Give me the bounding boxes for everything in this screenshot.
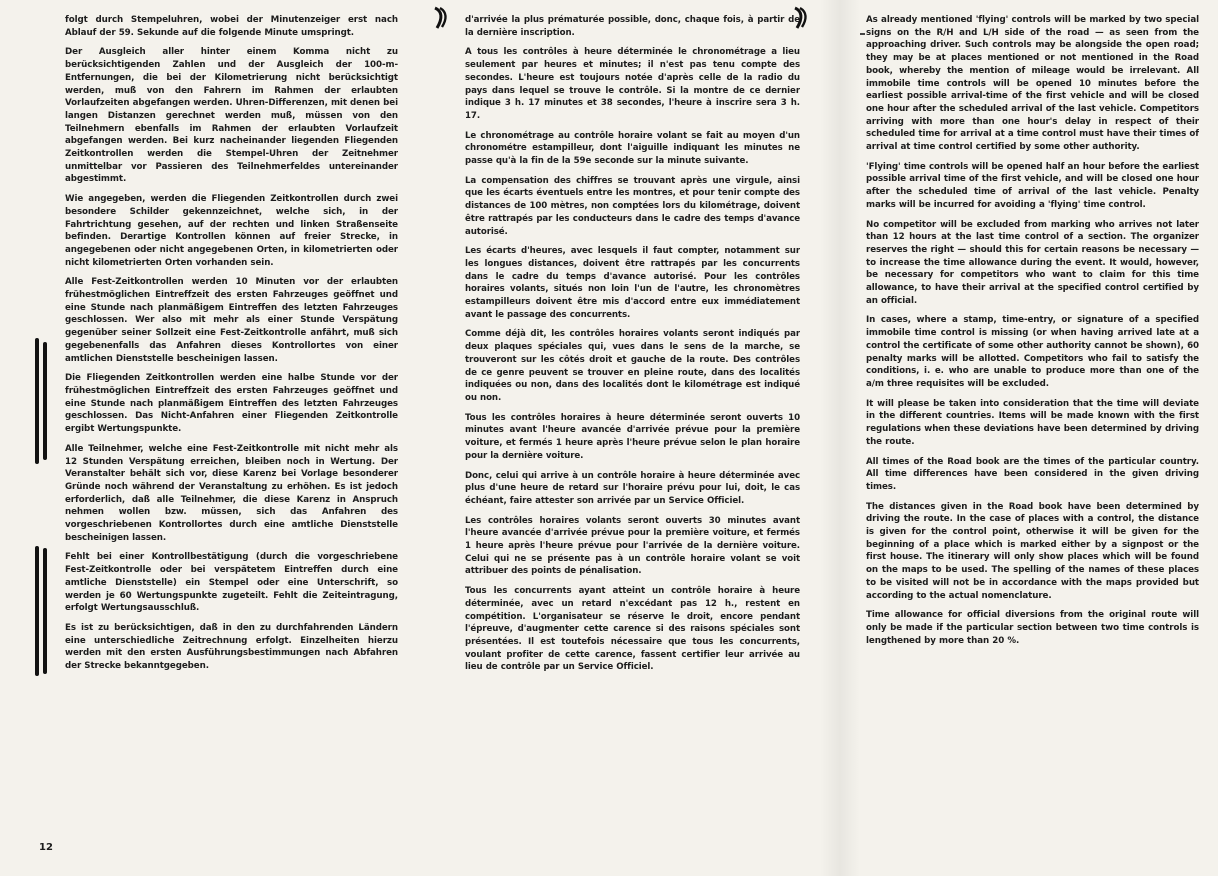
margin-marker-bar [35, 546, 39, 676]
german-paragraph: Wie angegeben, werden die Fliegenden Zeitkontrollen durch zwei besondere Schilder gekennzeichnet, welche sich, in der Fahrtrichtung gesehen, auf der rechten und linken Straßenseite befinden. Derartige Kontrollen können auf freier Strecke, in angegebenen oder nicht angegebenen Orten, in kilometrierten oder nicht kilometrierten Orten vorhanden sein. [65, 194, 398, 268]
english-paragraph: The distances given in the Road book have been determined by driving the route. In the case of places with a control, the distance is given for the control point, otherwise it will be given for the beginning of a place which is marked either by a signpost or the first house. The itinerary will only show places which will be found on the maps to be used. The spelling of the names of these places to be visited will not be in accordance with the maps provided but according to the actual nomenclature. [866, 501, 1199, 601]
german-paragraph: folgt durch Stempeluhren, wobei der Minutenzeiger erst nach Ablauf der 59. Sekunde auf die folgende Minute umspringt. [65, 15, 398, 38]
german-text-column [65, 14, 398, 848]
french-paragraph: La compensation des chiffres se trouvant après une virgule, ainsi que les écarts éventuels entre les montres, et pour tenir compte des distances de 100 mètres, non comptées lors du kilométrage, doivent être rattrapés par les conducteurs dans le cadre des temps d'avance autorisé. [465, 175, 800, 237]
german-paragraph: Die Fliegenden Zeitkontrollen werden eine halbe Stunde vor der frühestmöglichen Eintreffzeit des ersten Fahrzeuges geöffnet und eine Stunde nach planmäßigem Eintreffen des letzten Fahrzeuges geschlossen. Das Nicht-Anfahren einer Fliegenden Zeitkontrolle ergibt Wertungspunkte. [65, 373, 398, 435]
german-paragraph: Alle Fest-Zeitkontrollen werden 10 Minuten vor der erlaubten frühestmöglichen Eintreffzeit des ersten Fahrzeuges geöffnet und eine Stunde nach planmäßigem Eintreffen des letzten Fahrzeuges geschlossen. Wer also mit mehr als einer Stunde Verspätung gegenüber seiner Sollzeit eine Fest-Zeitkontrolle anfährt, muß sich gegebenenfalls das Anfahren dieses Kontrollortes von einer amtlichen Dienststelle bescheinigen lassen. [65, 277, 398, 364]
english-paragraph: No competitor will be excluded from marking who arrives not later than 12 hours at the last time control of a section. The organizer reserves the right — should this for certain reasons be necessary — to increase the time allowance during the event. It would, however, be necessary for competitors who want to claim for this time allowance, to have their arrival at the specified control certified by an official. [866, 219, 1199, 306]
german-paragraph: Alle Teilnehmer, welche eine Fest-Zeitkontrolle mit nicht mehr als 12 Stunden Verspätung erreichen, bleiben noch in Wertung. Der Veranstalter behält sich vor, diese Karenz bei Vorlage besonderer Gründe noch während der Veranstaltung zu erhöhen. Es ist jedoch erforderlich, daß alle Teilnehmer, die diese Karenz in Anspruch nehmen wollen bzw. müssen, sich das Anfahren des vorgeschriebenen Kontrollortes durch eine amtliche Dienststelle bescheinigen lassen. [65, 443, 398, 543]
binding-staple-icon [432, 6, 448, 30]
margin-marker-bar [43, 548, 47, 674]
margin-marker-bar [35, 338, 39, 464]
french-paragraph: Tous les concurrents ayant atteint un contrôle horaire à heure déterminée, avec un retard n'excédant pas 12 h., restent en compétition. L'organisateur se réserve le droit, encore pendant l'épreuve, d'augmenter cette carence si des raisons spéciales sont présentées. Il est toutefois nécessaire que tous les concurrents, voulant profiter de cette carence, fassent certifier leur arrivée au lieu de contrôle par un Service Officiel. [465, 586, 800, 673]
french-paragraph: Les contrôles horaires volants seront ouverts 30 minutes avant l'heure avancée d'arrivée prévue pour la première voiture, et fermés 1 heure après l'heure prévue pour l'arrivée de la dernière voiture. Celui qui ne se présente pas à un contrôle horaire volant se voit attribuer des points de pénalisation. [465, 515, 800, 577]
french-paragraph: Les écarts d'heures, avec lesquels il faut compter, notamment sur les longues distances, doivent être rattrapés par les concurrents dans le cadre du temps d'avance autorisé. Pour les contrôles horaires volants, situés non loin l'un de l'autre, les chronomètres estampilleurs doivent être mis d'accord entre eux immédiatement avant le passage des concurrents. [465, 246, 800, 320]
english-paragraph: As already mentioned 'flying' controls will be marked by two special signs on the R/H and L/H side of the road — as seen from the approaching driver. Such controls may be alongside the open road; they may be at places mentioned or not mentioned in the Road book, whereby the mention of mileage would be irrelevant. All immobile time controls will be opened 10 minutes before the earliest possible arrival-time of the first vehicle and will be closed one hour after the scheduled arrival of the last vehicle. Competitors arriving with more than one hour's delay in respect of their scheduled time for arrival at a time control must have their times of arrival at time control certified by some other authority. [866, 15, 1199, 153]
english-paragraph: 'Flying' time controls will be opened half an hour before the earliest possible arrival time of the first vehicle, and will be closed one hour after the scheduled time of arrival of the last vehicle. Penalty marks will be incurred for avoiding a 'flying' time control. [866, 161, 1199, 210]
english-paragraph: All times of the Road book are the times of the particular country. All time differences have been considered in the given driving times. [866, 456, 1199, 492]
french-paragraph: Donc, celui qui arrive à un contrôle horaire à heure déterminée avec plus d'une heure de retard sur l'horaire prévu pour lui, doit, le cas échéant, faire attester son arrivée par un Service Officiel. [465, 470, 800, 506]
german-paragraph: Es ist zu berücksichtigen, daß in den zu durchfahrenden Ländern eine unterschiedliche Zeitrechnung erfolgt. Einzelheiten hierzu werden mit den ersten Ausführungsbestimmungen nach Abfahren der Strecke bekanntgegeben. [65, 622, 398, 672]
english-paragraph: Time allowance for official diversions from the original route will only be made if the particular section between two time controls is lengthened by more than 20 %. [866, 610, 1199, 646]
stray-mark [860, 33, 865, 35]
french-paragraph: A tous les contrôles à heure déterminée le chronométrage a lieu seulement par heures et minutes; il n'est pas tenu compte des secondes. L'heure est toujours notée d'après celle de la radio du pays dans lequel se trouve le contrôle. Si la montre de ce dernier indique 3 h. 17 minutes et 38 secondes, l'heure à inscrire sera 3 h. 17. [465, 47, 800, 121]
english-paragraph: It will please be taken into consideration that the time will deviate in the different countries. Items will be made known with the first regulations when these deviations have been determined by driving the route. [866, 398, 1199, 447]
page-number: 12 [39, 842, 53, 853]
german-paragraph: Der Ausgleich aller hinter einem Komma nicht zu berücksichtigenden Zahlen und der Ausgleich der 100-m-Entfernungen, die bei der Kilometrierung nicht berücksichtigt werden, muß von den Fahrern im Rahmen der erlaubten Vorlaufzeiten abgefangen werden. Uhren-Differenzen, mit denen bei langen Distanzen gerechnet werden muß, müssen von den Teilnehmern ebenfalls im Rahmen der erlaubten Vorlaufzeit abgefangen werden. Bei kurz nacheinander liegenden Fliegenden Zeitkontrollen werden die Stempel-Uhren der Zeitnehmer unmittelbar vor Passieren des Teilnehmerfeldes untereinander abgestimmt. [65, 47, 398, 185]
french-paragraph: d'arrivée la plus prématurée possible, donc, chaque fois, à partir de la dernière inscription. [465, 15, 800, 38]
english-paragraph: In cases, where a stamp, time-entry, or signature of a specified immobile time control is missing (or when having arrived late at a control the certificate of some other authority cannot be shown), 60 penalty marks will be allotted. Competitors who fail to satisfy the conditions, i. e. who are unable to produce more than one of the a/m three requisites will be excluded. [866, 315, 1199, 389]
margin-marker-bar [43, 342, 47, 460]
french-paragraph: Comme déjà dit, les contrôles horaires volants seront indiqués par deux plaques spéciales qui, vues dans le sens de la marche, se trouveront sur les côtés droit et gauche de la route. Des contrôles de ce genre peuvent se trouver en pleine route, dans des localités indiquées ou non, dans des localités dont le kilométrage est indiqué ou non. [465, 329, 800, 403]
french-paragraph: Le chronométrage au contrôle horaire volant se fait au moyen d'un chronométre estampilleur, dont l'aiguille indiquant les minutes ne passe qu'à la fin de la 59e seconde sur la minute suivante. [465, 130, 800, 167]
french-text-column [465, 14, 800, 848]
english-text-column [866, 14, 1199, 848]
page-fold-shadow [820, 0, 860, 876]
french-paragraph: Tous les contrôles horaires à heure déterminée seront ouverts 10 minutes avant l'heure avancée d'arrivée prévue pour la première voiture, et fermés 1 heure après l'heure prévue selon le plan horaire pour la dernière voiture. [465, 412, 800, 461]
german-paragraph: Fehlt bei einer Kontrollbestätigung (durch die vorgeschriebene Fest-Zeitkontrolle oder bei verspätetem Eintreffen durch eine amtliche Dienststelle) ein Stempel oder eine Unterschrift, so werden je 60 Wertungspunkte zugeteilt. Fehlt die Zeiteintragung, erfolgt Wertungsausschluß. [65, 552, 398, 614]
